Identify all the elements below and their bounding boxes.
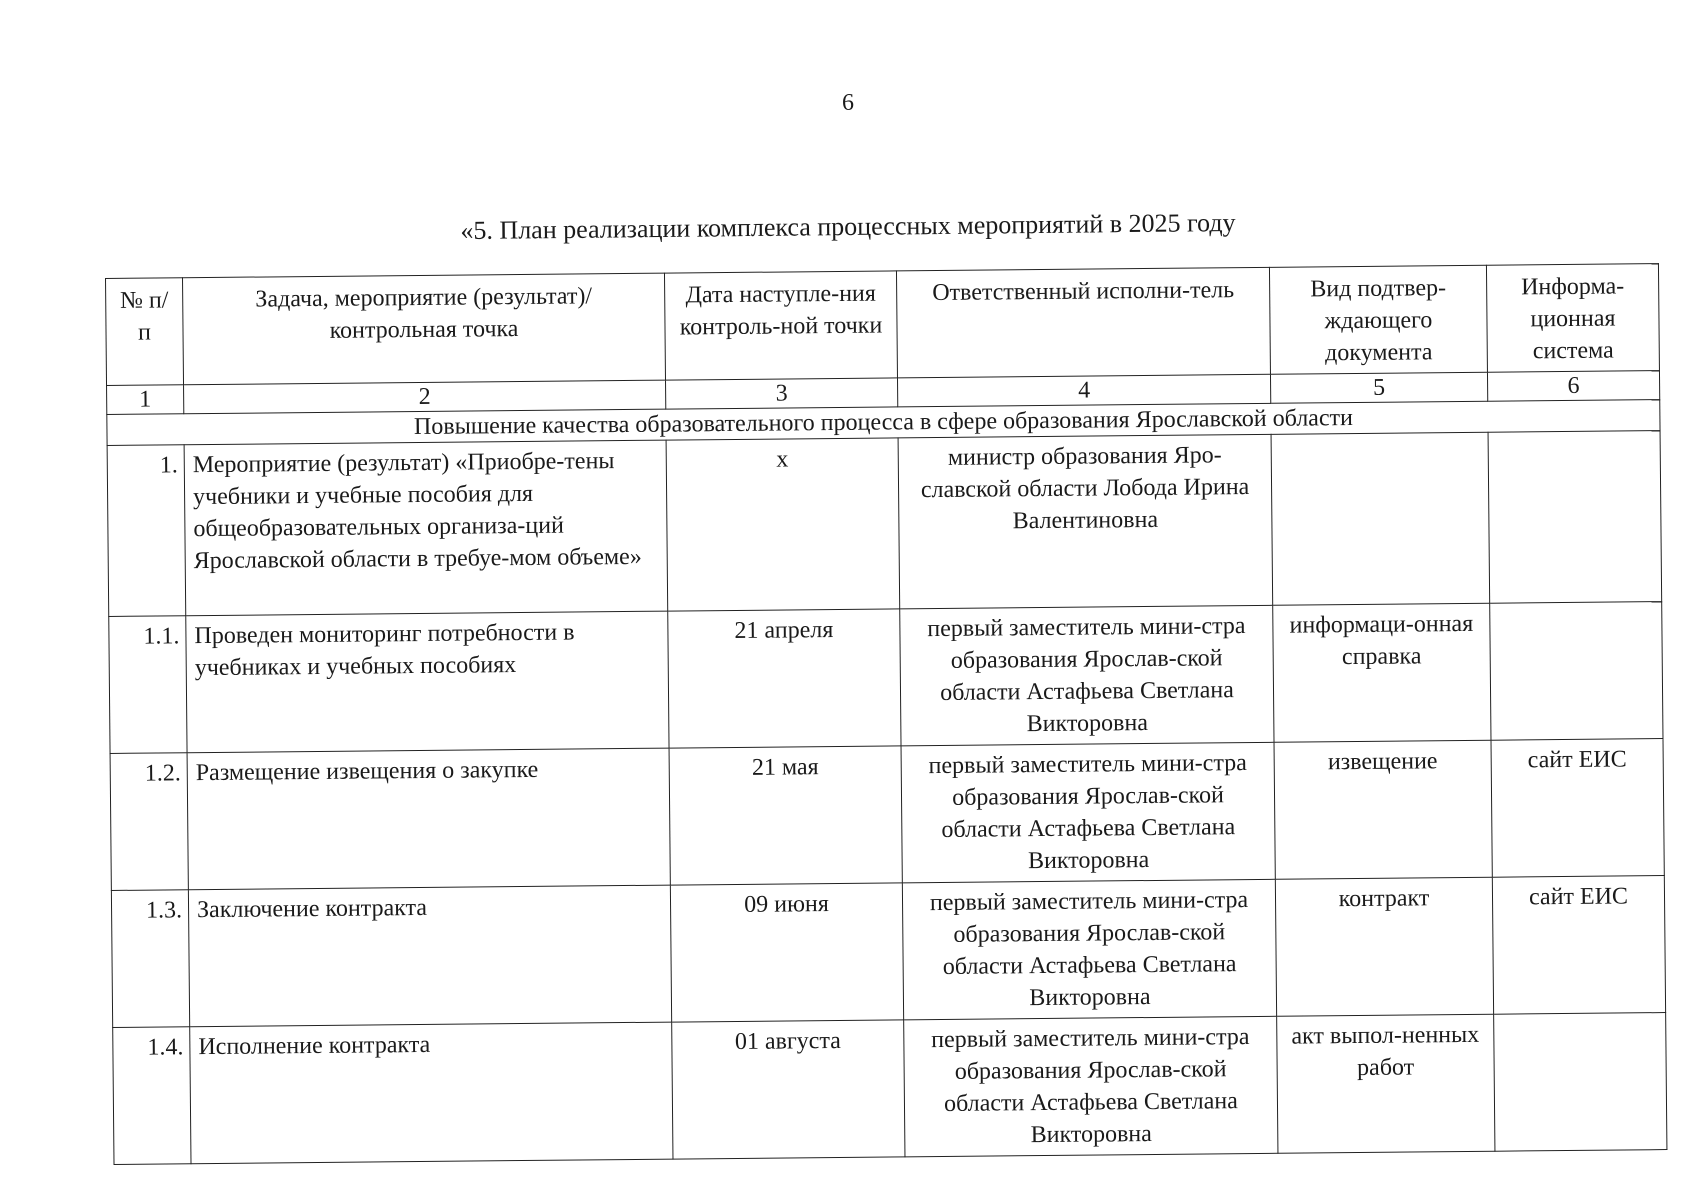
row-task: Заключение контракта bbox=[188, 885, 671, 1027]
column-number: 5 bbox=[1270, 372, 1487, 403]
row-responsible: первый заместитель мини-стра образования Ярослав-ской области Астафьева Светлана Викторовна bbox=[900, 605, 1274, 746]
row-num: 1. bbox=[107, 445, 186, 617]
header-task: Задача, мероприятие (результат)/ контрольная точка bbox=[183, 273, 666, 385]
header-responsible: Ответственный исполни-тель bbox=[896, 267, 1270, 378]
row-responsible: первый заместитель мини-стра образования Ярослав-ской области Астафьева Светлана Викторовна bbox=[902, 879, 1276, 1020]
row-system bbox=[1488, 431, 1662, 604]
header-system: Информа-ционная система bbox=[1486, 264, 1659, 373]
row-task: Проведен мониторинг потребности в учебниках и учебных пособиях bbox=[186, 611, 669, 753]
header-date: Дата наступле-ния контроль-ной точки bbox=[664, 271, 897, 380]
row-document: информаци-онная справка bbox=[1273, 603, 1491, 742]
row-date: 09 июня bbox=[670, 883, 903, 1022]
header-document: Вид подтвер-ждающего документа bbox=[1269, 265, 1487, 374]
row-responsible: первый заместитель мини-стра образования Ярослав-ской области Астафьева Светлана Викторовна bbox=[904, 1016, 1278, 1157]
row-system: сайт ЕИС bbox=[1491, 739, 1664, 878]
table-row bbox=[109, 602, 1663, 754]
row-document: контракт bbox=[1275, 877, 1493, 1016]
column-number: 3 bbox=[666, 378, 898, 409]
column-number: 1 bbox=[107, 385, 184, 415]
row-date: х bbox=[666, 438, 900, 611]
header-row bbox=[106, 264, 1660, 386]
row-date: 21 мая bbox=[669, 746, 902, 885]
header-num: № п/п bbox=[106, 278, 184, 386]
table-row bbox=[113, 1013, 1667, 1165]
row-responsible: министр образования Яро-славской области Лобода Ирина Валентиновна bbox=[898, 434, 1273, 609]
row-date: 21 апреля bbox=[668, 609, 901, 748]
column-number: 6 bbox=[1487, 371, 1659, 402]
column-number: 4 bbox=[897, 374, 1270, 407]
table-row bbox=[111, 876, 1665, 1028]
row-num: 1.4. bbox=[113, 1027, 191, 1165]
row-task: Размещение извещения о закупке bbox=[187, 748, 670, 890]
plan-table bbox=[105, 263, 1667, 1165]
row-date: 01 августа bbox=[672, 1020, 905, 1159]
row-num: 1.3. bbox=[111, 890, 189, 1028]
row-document: извещение bbox=[1274, 740, 1492, 879]
row-task: Исполнение контракта bbox=[190, 1022, 673, 1164]
row-num: 1.1. bbox=[109, 616, 187, 754]
row-document bbox=[1271, 432, 1490, 605]
row-responsible: первый заместитель мини-стра образования Ярослав-ской области Астафьева Светлана Викторовна bbox=[901, 742, 1275, 883]
row-task: Мероприятие (результат) «Приобре-тены учебники и учебные пособия для общеобразовательных организа-ций Ярославской области в требуе-мом объеме» bbox=[184, 440, 668, 616]
row-document: акт выпол-ненных работ bbox=[1277, 1014, 1495, 1153]
row-system bbox=[1490, 602, 1663, 741]
row-system: сайт ЕИС bbox=[1492, 876, 1665, 1015]
row-num: 1.2. bbox=[110, 753, 188, 891]
column-number: 2 bbox=[184, 380, 666, 414]
row-system bbox=[1494, 1013, 1667, 1152]
plan-table-container bbox=[105, 264, 1629, 1165]
document-title: «5. План реализации комплекса процессных мероприятий в 2025 году bbox=[460, 207, 1236, 246]
page-number: 6 bbox=[842, 90, 854, 116]
section-title: Повышение качества образовательного процесса в сфере образования Ярославской области bbox=[107, 400, 1660, 446]
table-row bbox=[110, 739, 1664, 891]
table-row bbox=[107, 431, 1662, 617]
